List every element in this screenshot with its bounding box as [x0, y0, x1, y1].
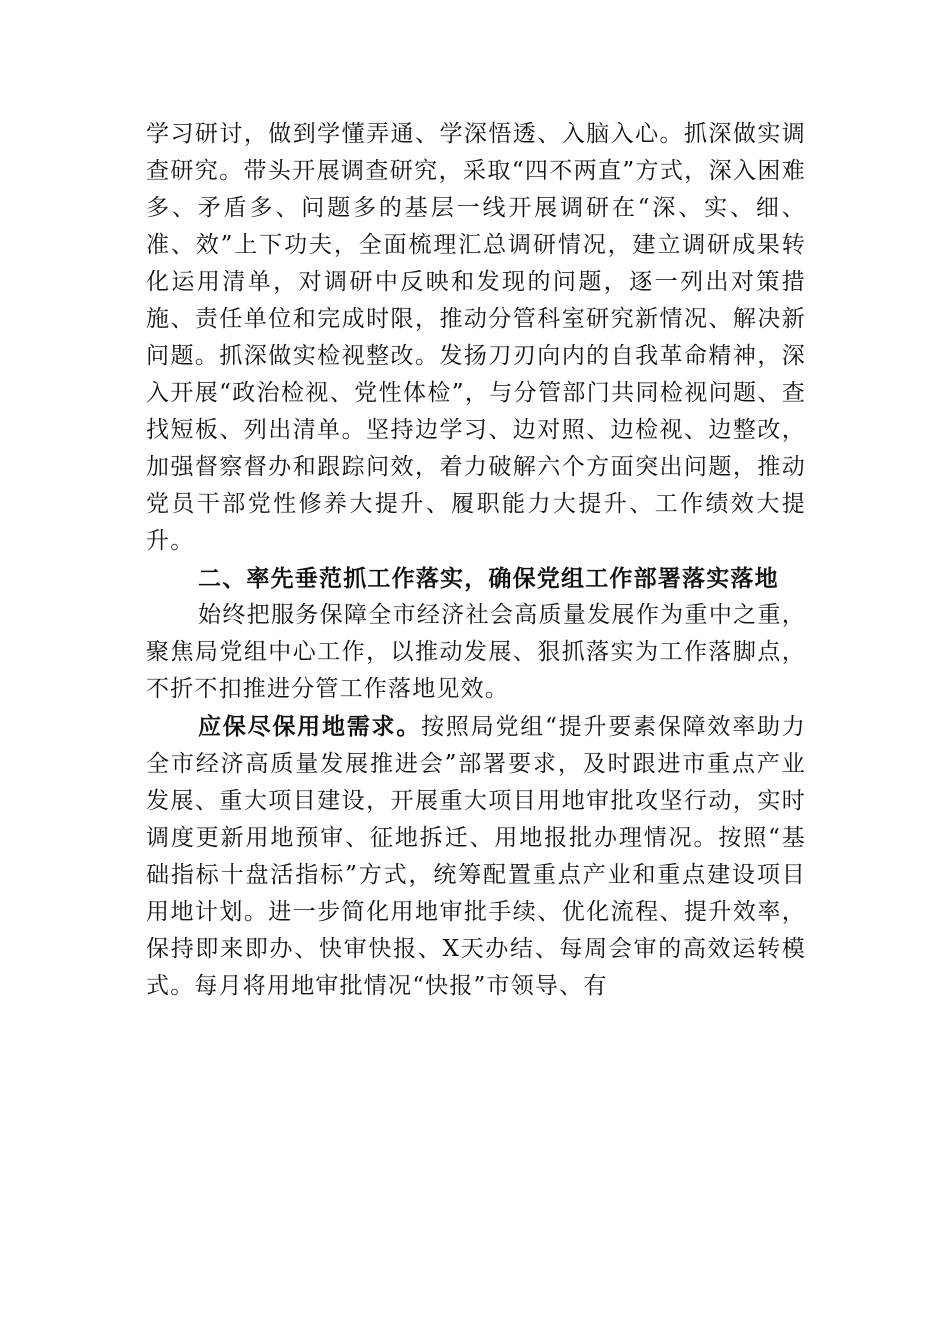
- paragraph-service-guarantee: 始终把服务保障全市经济社会高质量发展作为重中之重，聚焦局党组中心工作，以推动发展、狠抓落实为工作落脚点，不折不扣推进分管工作落地见效。: [146, 602, 806, 702]
- paragraph-lead-title: 应保尽保用地需求。: [198, 713, 422, 740]
- paragraph-land-demand-body: 按照局党组“提升要素保障效率助力全市经济高质量发展推进会”部署要求，及时跟进市重点产业发展、重大项目建设，开展重大项目用地审批攻坚行动，实时调度更新用地预审、征地拆迁、用地报批办理情况。按照“基础指标十盘活指标”方式，统筹配置重点产业和重点建设项目用地计划。进一步简化用地审批手续、优化流程、提升效率，保持即来即办、快审快报、X天办结、每周会审的高效运转模式。每月将用地审批情况“快报”市领导、有: [146, 714, 806, 999]
- paragraph-study-research: 学习研讨，做到学懂弄通、学深悟透、入脑入心。抓深做实调查研究。带头开展调查研究，采取“四不两直”方式，深入困难多、矛盾多、问题多的基层一线开展调研在“深、实、细、准、效”上下功夫，全面梳理汇总调研情况，建立调研成果转化运用清单，对调研中反映和发现的问题，逐一列出对策措施、责任单位和完成时限，推动分管科室研究新情况、解决新问题。抓深做实检视整改。发扬刀刃向内的自我革命精神，深入开展“政治检视、党性体检”，与分管部门共同检视问题、查找短板、列出清单。坚持边学习、边对照、边检视、边整改，加强督察督办和跟踪问效，着力破解六个方面突出问题，推动党员干部党性修养大提升、履职能力大提升、工作绩效大提升。: [146, 121, 806, 554]
- section-heading-2: 二、率先垂范抓工作落实，确保党组工作部署落实落地: [198, 565, 779, 592]
- paragraph-land-demand: [146, 708, 806, 1005]
- document-body: [146, 116, 806, 1005]
